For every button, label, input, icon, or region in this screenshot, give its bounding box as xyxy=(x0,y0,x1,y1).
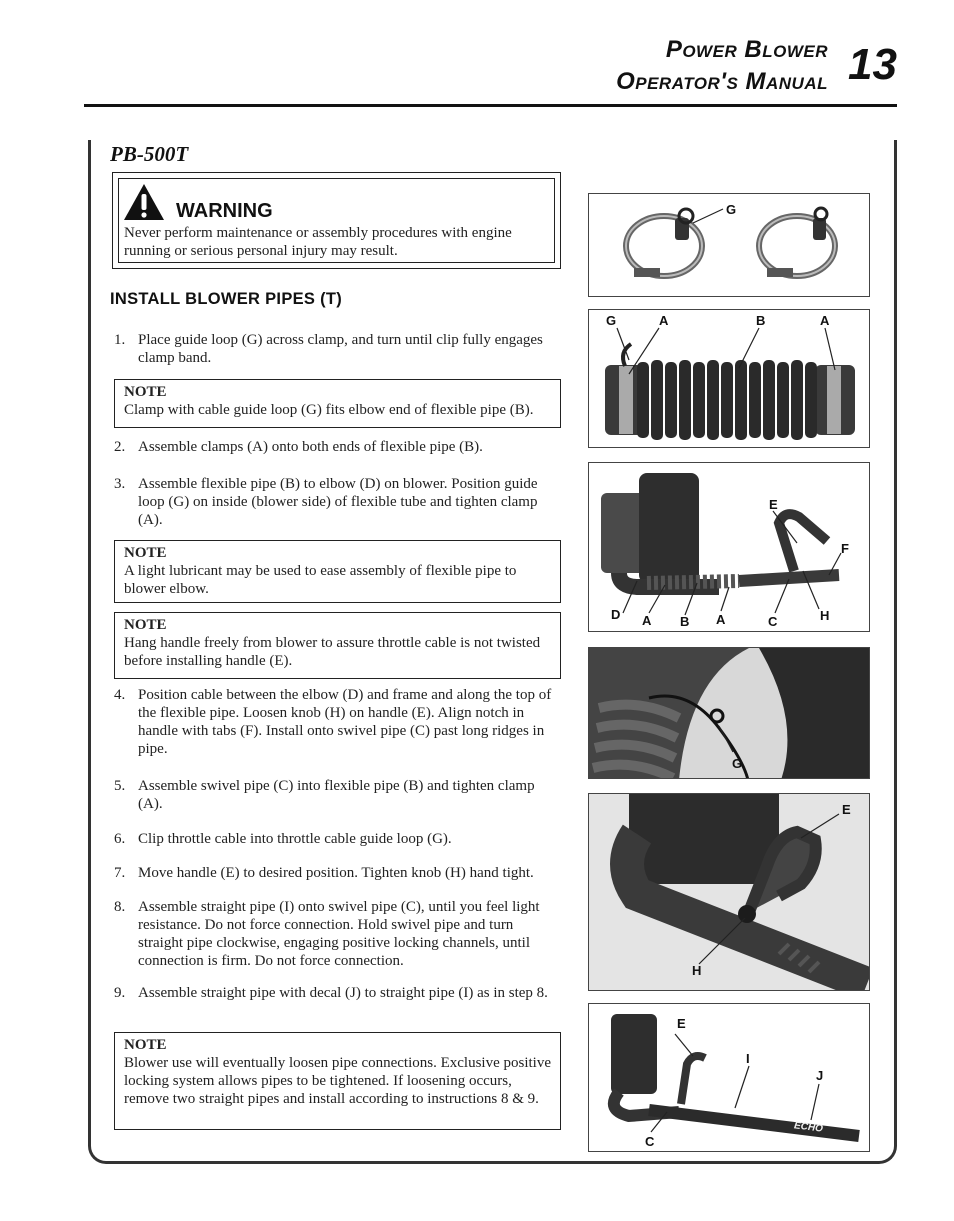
model-heading: PB-500T xyxy=(110,142,189,166)
step-number: 6. xyxy=(114,831,126,847)
warning-text: Never perform maintenance or assembly procedures with engine running or serious personal injury may result. xyxy=(124,225,512,259)
label-a: A xyxy=(659,313,669,328)
step-4 xyxy=(114,686,560,758)
step-5 xyxy=(114,777,560,813)
straight-pipes-illustration xyxy=(589,1004,870,1152)
step-text: Assemble straight pipe (I) onto swivel pipe (C), until you feel light resistance. Do not force connection. Hold swivel pipe and turn straight pipe clockwise, engaging positive locking channels, until connection is firm. Do not force connection. xyxy=(138,899,540,969)
label-j: J xyxy=(816,1068,824,1083)
label-h: H xyxy=(820,608,830,623)
note-text: Clamp with cable guide loop (G) fits elbow end of flexible pipe (B). xyxy=(124,402,534,418)
step-number: 9. xyxy=(114,985,126,1001)
figure-blower-assembly xyxy=(588,462,870,632)
header-rule xyxy=(84,104,897,107)
step-number: 4. xyxy=(114,687,126,703)
step-number: 7. xyxy=(114,865,126,881)
step-7 xyxy=(114,864,560,882)
label-f: F xyxy=(841,541,849,556)
step-text: Clip throttle cable into throttle cable guide loop (G). xyxy=(138,831,452,847)
step-text: Assemble flexible pipe (B) to elbow (D) on blower. Position guide loop (G) on inside (blower side) of flexible tube and tighten clamp (A). xyxy=(138,476,538,528)
label-e: E xyxy=(769,497,778,512)
step-number: 3. xyxy=(114,476,126,492)
label-d: D xyxy=(611,607,621,622)
step-number: 2. xyxy=(114,439,126,455)
label-g: G xyxy=(606,313,617,328)
note-title: NOTE xyxy=(124,384,167,400)
note-text: Blower use will eventually loosen pipe connections. Exclusive positive locking system allows pipes to be tightened. If loosening occurs, remove two straight pipes and install according to instructions 8 & 9. xyxy=(124,1055,551,1107)
note-4 xyxy=(114,1032,561,1130)
step-3 xyxy=(114,475,560,529)
step-2 xyxy=(114,438,560,456)
step-number: 8. xyxy=(114,899,126,915)
step-text: Position cable between the elbow (D) and frame and along the top of the flexible pipe. Loosen knob (H) on handle (E). Align notch in handle with tabs (F). Install onto swivel pipe (C) past long ridges in pipe. xyxy=(138,687,552,757)
manual-title-line1: Power Blower xyxy=(665,36,828,63)
step-text: Assemble clamps (A) onto both ends of flexible pipe (B). xyxy=(138,439,483,455)
note-3 xyxy=(114,612,561,679)
page-number: 13 xyxy=(848,40,897,89)
step-6 xyxy=(114,830,560,848)
flexible-pipe-illustration xyxy=(589,310,870,448)
label-c: C xyxy=(768,614,778,629)
step-number: 1. xyxy=(114,332,126,348)
decal-text: ECHO xyxy=(793,1120,824,1135)
step-text: Place guide loop (G) across clamp, and turn until clip fully engages clamp band. xyxy=(138,332,543,366)
figure-clamps xyxy=(588,193,870,297)
label-e: E xyxy=(842,802,851,817)
note-title: NOTE xyxy=(124,617,167,633)
figure-handle xyxy=(588,793,870,991)
label-b: B xyxy=(756,313,766,328)
step-1 xyxy=(114,331,560,367)
label-a: A xyxy=(716,612,726,627)
figure-flexible-pipe xyxy=(588,309,870,448)
section-title: INSTALL BLOWER PIPES (T) xyxy=(110,290,343,308)
note-text: Hang handle freely from blower to assure throttle cable is not twisted before installing handle (E). xyxy=(124,635,541,669)
figure-straight-pipes xyxy=(588,1003,870,1152)
step-text: Move handle (E) to desired position. Tighten knob (H) hand tight. xyxy=(138,865,534,881)
warning-title: WARNING xyxy=(176,200,273,222)
guide-loop-illustration xyxy=(589,648,870,779)
label-h: H xyxy=(692,963,702,978)
note-2 xyxy=(114,540,561,603)
label-e: E xyxy=(677,1016,686,1031)
label-a: A xyxy=(820,313,830,328)
note-title: NOTE xyxy=(124,1037,167,1053)
label-g: G xyxy=(732,756,743,771)
blower-assembly-illustration xyxy=(589,463,870,632)
label-i: I xyxy=(746,1051,750,1066)
figure-guide-loop xyxy=(588,647,870,779)
note-title: NOTE xyxy=(124,545,167,561)
label-b: B xyxy=(680,614,690,629)
step-text: Assemble straight pipe with decal (J) to straight pipe (I) as in step 8. xyxy=(138,985,548,1001)
manual-title-line2: Operator's Manual xyxy=(616,68,828,95)
note-1 xyxy=(114,379,561,428)
step-9 xyxy=(114,984,560,1002)
step-8 xyxy=(114,898,560,970)
warning-icon xyxy=(122,182,166,222)
step-number: 5. xyxy=(114,778,126,794)
label-c: C xyxy=(645,1134,655,1149)
step-text: Assemble swivel pipe (C) into flexible pipe (B) and tighten clamp (A). xyxy=(138,778,535,812)
handle-illustration xyxy=(589,794,870,991)
label-a: A xyxy=(642,613,652,628)
label-g: G xyxy=(726,202,737,217)
note-text: A light lubricant may be used to ease assembly of flexible pipe to blower elbow. xyxy=(124,563,517,597)
